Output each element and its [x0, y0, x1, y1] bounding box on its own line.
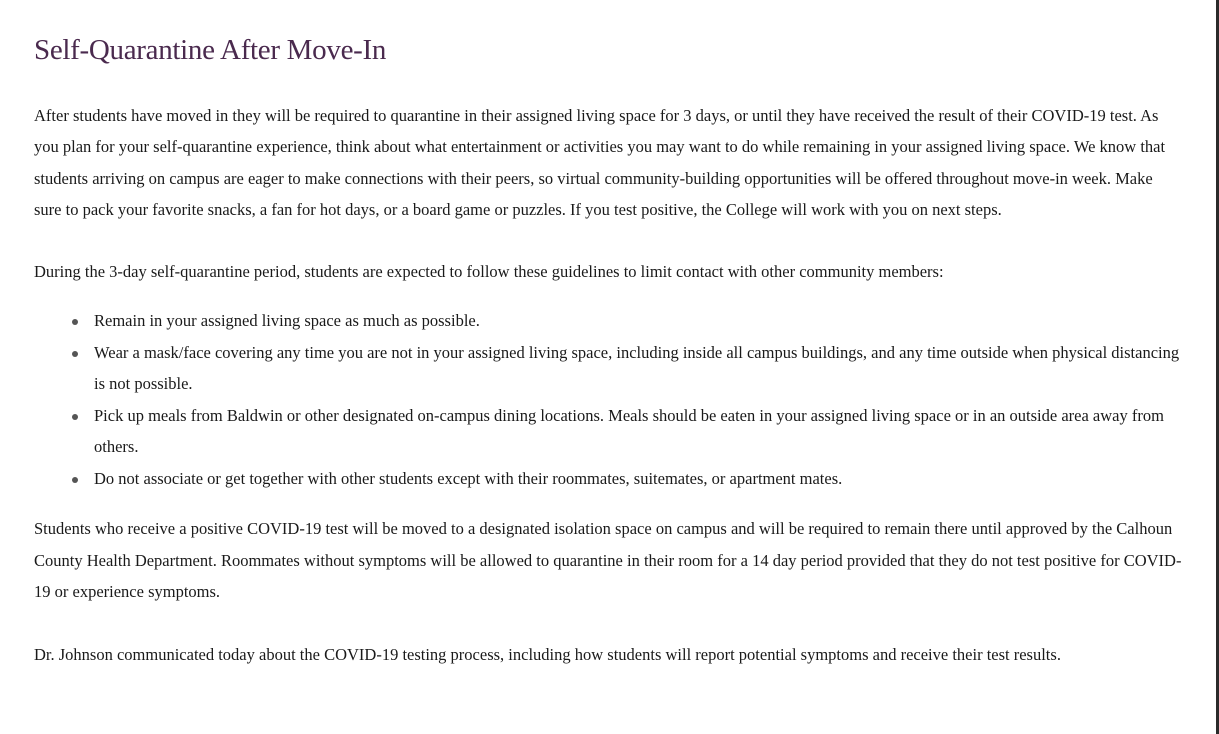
- list-item: [94, 400, 1184, 463]
- list-item-text: Remain in your assigned living space as much as possible.: [94, 311, 480, 331]
- list-item: [94, 305, 1184, 337]
- bullet-icon: [72, 351, 78, 357]
- list-item: [94, 337, 1184, 400]
- guidelines-list: [34, 305, 1184, 494]
- closing-paragraph: Dr. Johnson communicated today about the COVID-19 testing process, including how students will report potential symptoms and receive their test results.: [34, 645, 1061, 665]
- list-item-text: Do not associate or get together with other students except with their roommates, suitemates, or apartment mates.: [94, 468, 843, 488]
- intro-paragraph: After students have moved in they will be required to quarantine in their assigned living space for 3 days, or until they have received the result of their COVID-19 test. As you plan for your self-quarantine experience, think about what entertainment or activities you may want to do while remaining in your assigned living space. We know that students arriving on campus are eager to make connections with their peers, so virtual community-building opportunities will be offered throughout move-in week. Make sure to pack your favorite snacks, a fan for hot days, or a board game or puzzles. If you test positive, the College will work with you on next steps.: [34, 106, 1166, 219]
- bullet-icon: [72, 477, 78, 483]
- page-title: Self-Quarantine After Move-In: [34, 34, 387, 66]
- article-content: [34, 0, 1184, 671]
- list-item-text: Pick up meals from Baldwin or other designated on-campus dining locations. Meals should be eaten in your assigned living space or in an outside area away from others.: [94, 405, 1164, 457]
- list-item-text: Wear a mask/face covering any time you are not in your assigned living space, including inside all campus buildings, and any time outside when physical distancing is not possible.: [94, 342, 1180, 394]
- bullet-icon: [72, 414, 78, 420]
- bullet-icon: [72, 319, 78, 325]
- positive-test-paragraph: Students who receive a positive COVID-19 test will be moved to a designated isolation space on campus and will be required to remain there until approved by the Calhoun County Health Department. Roommates without symptoms will be allowed to quarantine in their room for a 14 day period provided that they do not test positive for COVID-19 or experience symptoms.: [34, 519, 1182, 602]
- guidelines-intro-paragraph: During the 3-day self-quarantine period, students are expected to follow these guidelines to limit contact with other community members:: [34, 262, 944, 282]
- list-item: [94, 463, 1184, 495]
